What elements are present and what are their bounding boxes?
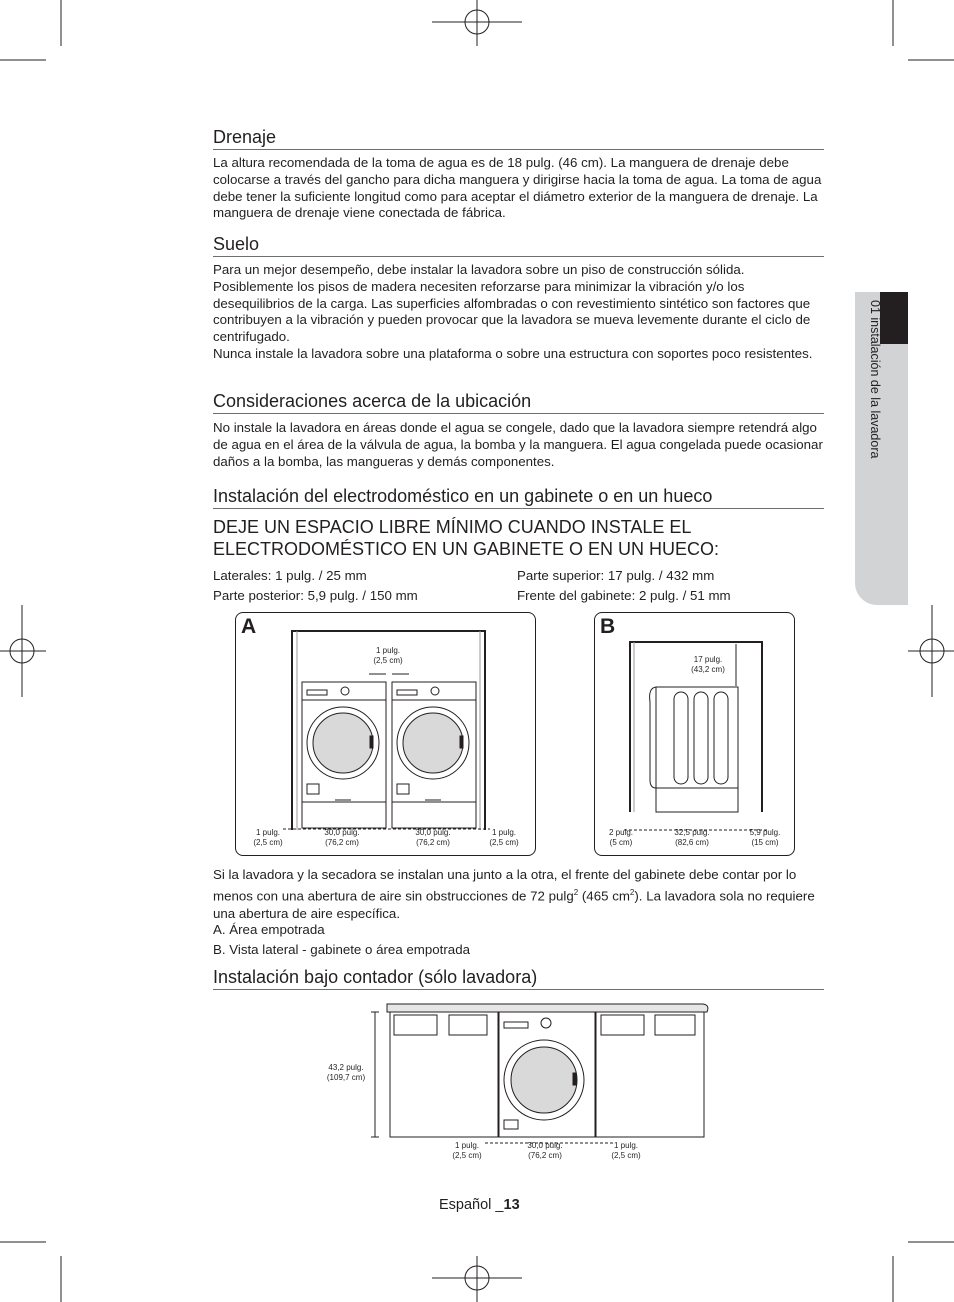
drenaje-body: La altura recomendada de la toma de agua es de 18 pulg. (46 cm). La manguera de drenaje debe colocarse a través del gancho para dicha manguera y dirigirse hacia la toma de agua. La toma de agua debe tener la suficiente longitud como para aceptar el diámetro exterior de la manguera de drenaje. La manguera de drenaje viene conectada de fábrica. [213, 155, 822, 221]
section-title-gabinete: Instalación del electrodoméstico en un gabinete o en un hueco [213, 485, 824, 509]
diagram-b-rear-gap: 5,9 pulg. [749, 828, 781, 837]
diagram-counter-width: 30,0 pulg. [527, 1141, 563, 1150]
diagram-b-depth-cm: (82,6 cm) [675, 838, 709, 847]
diagram-a-left-gap-cm: (2,5 cm) [253, 838, 283, 847]
airflow-note: Si la lavadora y la secadora se instalan una junto a la otra, el frente del gabinete debe contar por lo menos con una abertura de aire sin obstrucciones de 72 pulg$^2$ (465 $cm^2$). La lavadora sola no requiere una abertura de aire específica. [213, 867, 815, 922]
diagram-counter-height-cm: (109,7 cm) [326, 1073, 366, 1082]
diagram-b-front-gap-cm: (5 cm) [609, 838, 633, 847]
clearance-front: Frente del gabinete: 2 pulg. / 51 mm [517, 588, 731, 603]
diagram-b-front-gap: 2 pulg. [608, 828, 634, 837]
diagram-a-width-2-cm: (76,2 cm) [416, 838, 450, 847]
diagram-counter-left-gap: 1 pulg. [454, 1141, 480, 1150]
chapter-tab-label: 01 instalación de la lavadora [868, 300, 882, 459]
diagram-a-top-gap-cm: (2,5 cm) [373, 656, 403, 665]
diagram-a-width-2: 30,0 pulg. [415, 828, 451, 837]
suelo-body-2: Nunca instale la lavadora sobre una plataforma o sobre una estructura con soportes poco resistentes. [213, 346, 813, 361]
diagram-a-right-gap: 1 pulg. [491, 828, 517, 837]
diagram-b-depth: 32,5 pulg. [674, 828, 710, 837]
diagram-a-letter: A [241, 615, 257, 638]
suelo-body: Para un mejor desempeño, debe instalar la lavadora sobre un piso de construcción sólida. Posiblemente los pisos de madera necesiten reforzarse para minimizar la vibración y/o los desequilibrios de la carga. Las superficies alfombradas o con revestimiento sintético son factores que contribuyen a la vibración y pueden provocar que la lavadora se mueva levemente durante el ciclo de centrifugado. [213, 262, 811, 345]
diagram-a-right-gap-cm: (2,5 cm) [489, 838, 519, 847]
diagram-counter-right-gap-cm: (2,5 cm) [611, 1151, 641, 1160]
diagram-counter-height: 43,2 pulg. [328, 1063, 364, 1072]
page-footer [439, 1197, 520, 1213]
diagram-b-top-gap: 17 pulg. [693, 655, 723, 664]
diagram-a-left-gap: 1 pulg. [255, 828, 281, 837]
diagram-a-width-1: 30,0 pulg. [324, 828, 360, 837]
section-title-suelo: Suelo [213, 233, 824, 257]
page-number: 13 [503, 1197, 520, 1213]
diagram-b-top-gap-cm: (43,2 cm) [691, 665, 725, 674]
clearance-sides: Laterales: 1 pulg. / 25 mm [213, 568, 367, 583]
diagram-b-rear-gap-cm: (15 cm) [751, 838, 779, 847]
clearance-heading-line2: ELECTRODOMÉSTICO EN UN GABINETE O EN UN HUECO: [213, 539, 720, 559]
diagram-a-top-gap: 1 pulg. [375, 646, 401, 655]
clearance-top: Parte superior: 17 pulg. / 432 mm [517, 568, 715, 583]
clearance-heading-line1: DEJE UN ESPACIO LIBRE MÍNIMO CUANDO INSTALE EL [213, 517, 692, 537]
diagram-b-drawing [594, 612, 794, 855]
legend-b: B. Vista lateral - gabinete o área empotrada [213, 942, 470, 957]
section-title-drenaje: Drenaje [213, 126, 824, 150]
section-title-contador: Instalación bajo contador (sólo lavadora) [213, 966, 824, 990]
diagram-counter-left-gap-cm: (2,5 cm) [452, 1151, 482, 1160]
legend-a: A. Área empotrada [213, 922, 325, 937]
diagram-counter-right-gap: 1 pulg. [613, 1141, 639, 1150]
diagram-a-width-1-cm: (76,2 cm) [325, 838, 359, 847]
footer-language: Español _ [439, 1197, 504, 1213]
diagram-counter-width-cm: (76,2 cm) [528, 1151, 562, 1160]
diagram-b-letter: B [600, 615, 616, 638]
chapter-tab-marker [880, 292, 908, 344]
section-title-ubicacion: Consideraciones acerca de la ubicación [213, 390, 824, 414]
clearance-rear: Parte posterior: 5,9 pulg. / 150 mm [213, 588, 418, 603]
ubicacion-body: No instale la lavadora en áreas donde el agua se congele, dado que la lavadora siempre retendrá algo de agua en el área de la válvula de agua, la bomba y la manguera. El agua congelada puede ocasionar daños a la bomba, las mangueras y demás componentes. [213, 420, 823, 469]
